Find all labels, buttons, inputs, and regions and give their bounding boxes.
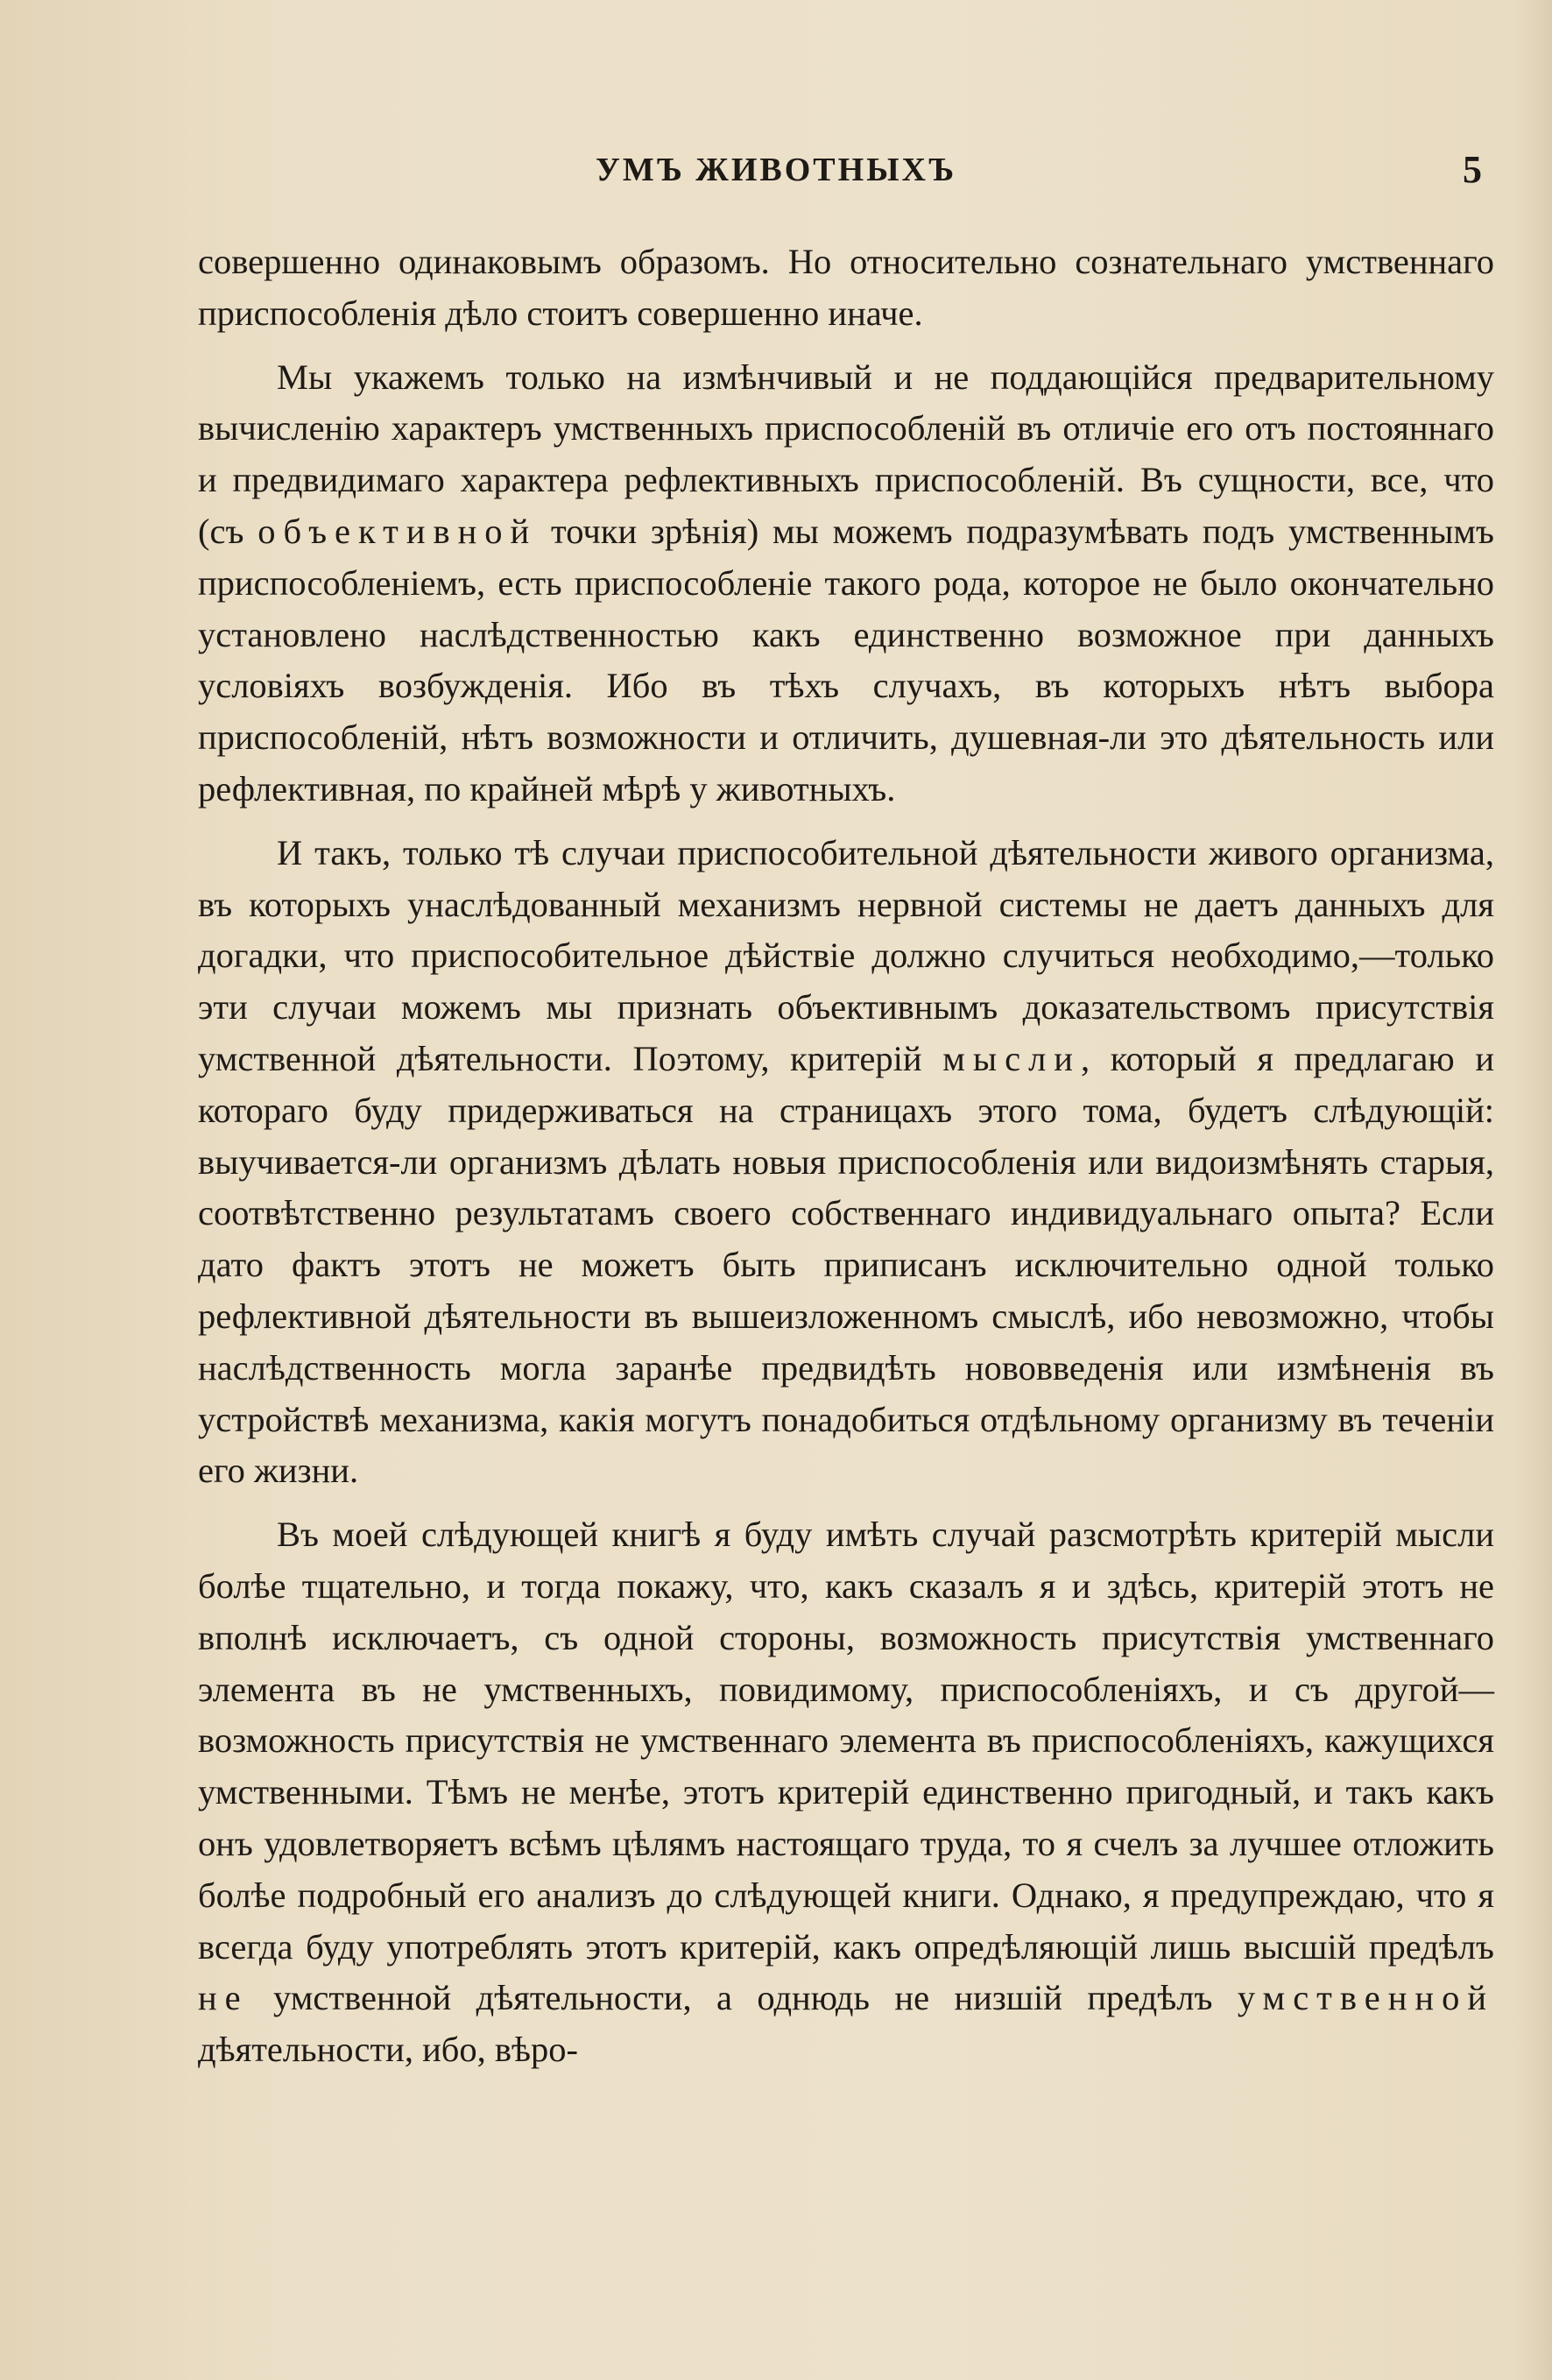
paragraph-text: , который я предлагаю и котораго буду придерживаться на страницахъ этого тома, будетъ слѣдующій: выучивается-ли организмъ дѣлать новыя приспособленія или видоизмѣнять старыя, соотвѣтственно результатамъ своего собственнаго индивидуальнаго опыта? Если дато фактъ этотъ не можетъ быть приписанъ исключительно одной только рефлективной дѣятельности въ вышеизложенномъ смыслѣ, ибо невозможно, чтобы наслѣдственность могла заранѣе предвидѣть нововведенія или измѣненія въ устройствѣ механизма, какія могутъ понадобиться отдѣльному организму въ теченіи его жизни. xyxy=(198,1038,1494,1491)
paragraph-text: умственной дѣятельности, а однюдь не низшій предѣлъ xyxy=(248,1978,1238,2018)
running-header xyxy=(0,147,1552,200)
paragraph-text: совершенно одинаковымъ образомъ. Но относительно сознательнаго умственнаго приспособленія дѣло стоитъ совершенно иначе. xyxy=(198,242,1494,333)
emphasized-term: объективной xyxy=(257,511,538,551)
paragraph-text: точки зрѣнія) мы можемъ подразумѣвать подъ умственнымъ приспособленіемъ, есть приспособленіе такого рода, которое не было окончательно установлено наслѣдственностью какъ единственно возможное при данныхъ условіяхъ возбужденія. Ибо въ тѣхъ случахъ, въ которыхъ нѣтъ выбора приспособленій, нѣтъ возможности и отличить, душевная-ли это дѣятельность или рефлективная, по крайней мѣрѣ у животныхъ. xyxy=(198,511,1494,809)
body-text xyxy=(198,237,1494,2076)
page-edge-shadow xyxy=(1517,0,1552,2380)
paragraph xyxy=(198,1509,1494,2076)
paragraph-text: дѣятельности, ибо, вѣро- xyxy=(198,2030,578,2070)
emphasized-term: не xyxy=(198,1978,249,2018)
paragraph-text: Мы укажемъ только на измѣнчивый и не поддающійся предварительному вычисленію характеръ умственныхъ приспособленій въ отличіе его отъ постояннаго и предвидимаго характера рефлективныхъ приспособленій. Въ сущности, все, что (съ xyxy=(198,357,1494,551)
paragraph-text: Въ моей слѣдующей книгѣ я буду имѣть случай разсмотрѣть критерій мысли болѣе тщательно, и тогда покажу, что, какъ сказалъ я и здѣсь, критерій этотъ не вполнѣ исключаетъ, съ одной стороны, возможность присутствія умственнаго элемента въ не умственныхъ, повидимому, приспособленіяхъ, и съ другой—возможность присутствія не умственнаго элемента въ приспособленіяхъ, кажущихся умственными. Тѣмъ не менѣе, этотъ критерій единственно пригодный, и такъ какъ онъ удовлетворяетъ всѣмъ цѣлямъ настоящаго труда, то я счелъ за лучшее отложить болѣе подробный его анализъ до слѣдующей книги. Однако, я предупреждаю, что я всегда буду употреблять этотъ критерій, какъ опредѣляющій лишь высшій предѣлъ xyxy=(198,1515,1494,1967)
paragraph xyxy=(198,237,1494,340)
paragraph xyxy=(198,352,1494,816)
running-title: УМЪ ЖИВОТНЫХЪ xyxy=(595,152,957,188)
paragraph-text: И такъ, только тѣ случаи приспособительной дѣятельности живого организма, въ которыхъ унаслѣдованный механизмъ нервной системы не даетъ данныхъ для догадки, что приспособительное дѣйствіе должно случиться необходимо,—только эти случаи можемъ мы признать объективнымъ доказательствомъ присутствія умственной дѣятельности. Поэтому, критерій xyxy=(198,832,1494,1078)
emphasized-term: умственной xyxy=(1237,1978,1494,2018)
page-number: 5 xyxy=(1463,148,1482,191)
paragraph xyxy=(198,828,1494,1497)
emphasized-term: мысли xyxy=(942,1038,1081,1078)
